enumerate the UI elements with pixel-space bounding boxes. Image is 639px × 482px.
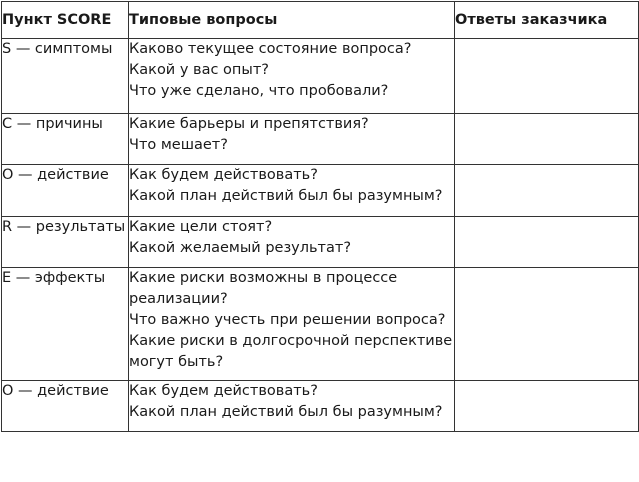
score-item: S — симптомы — [2, 39, 129, 114]
header-questions: Типовые вопросы — [129, 2, 455, 39]
question: Какой у вас опыт? — [129, 62, 269, 78]
table-row — [2, 165, 639, 217]
table-row — [2, 381, 639, 432]
question: Какие цели стоят? — [129, 219, 273, 235]
answer-cell — [455, 39, 639, 114]
question: Какие риски возможны в процессе реализации? — [129, 270, 398, 307]
questions-cell — [129, 217, 455, 268]
question: Какие барьеры и препятствия? — [129, 116, 369, 132]
score-item: R — результаты — [2, 217, 129, 268]
answer-cell — [455, 217, 639, 268]
score-table — [1, 1, 639, 432]
question: Какой план действий был бы разумным? — [129, 188, 443, 204]
questions-cell — [129, 381, 455, 432]
question: Какой план действий был бы разумным? — [129, 404, 443, 420]
answer-cell — [455, 268, 639, 381]
score-item: E — эффекты — [2, 268, 129, 381]
question: Что мешает? — [129, 137, 228, 153]
score-item: O — действие — [2, 165, 129, 217]
question: Как будем действовать? — [129, 167, 318, 183]
table-row — [2, 217, 639, 268]
score-item: O — действие — [2, 381, 129, 432]
answer-cell — [455, 381, 639, 432]
table-row — [2, 39, 639, 114]
questions-cell — [129, 165, 455, 217]
questions-cell — [129, 268, 455, 381]
question: Какие риски в долгосрочной перспективе могут быть? — [129, 333, 453, 370]
question: Что важно учесть при решении вопроса? — [129, 312, 446, 328]
header-row — [2, 2, 639, 39]
header-answers: Ответы заказчика — [455, 2, 639, 39]
question: Что уже сделано, что пробовали? — [129, 83, 389, 99]
questions-cell — [129, 39, 455, 114]
answer-cell — [455, 114, 639, 165]
questions-cell — [129, 114, 455, 165]
table-row — [2, 114, 639, 165]
header-item: Пункт SCORE — [2, 2, 129, 39]
answer-cell — [455, 165, 639, 217]
score-item: C — причины — [2, 114, 129, 165]
table-row — [2, 268, 639, 381]
question: Как будем действовать? — [129, 383, 318, 399]
question: Каково текущее состояние вопроса? — [129, 41, 412, 57]
question: Какой желаемый результат? — [129, 240, 352, 256]
